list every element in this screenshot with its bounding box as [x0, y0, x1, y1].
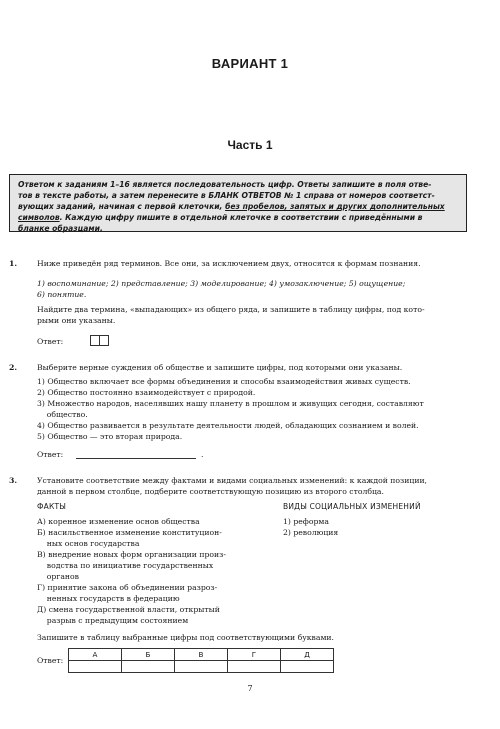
task1-question: Ниже приведён ряд терминов. Все они, за исключением двух, относятся к формам познания.: [37, 259, 421, 268]
digit-cell[interactable]: [122, 661, 175, 673]
kind-item: 2) революция: [283, 528, 339, 537]
task2-option: 1) Общество включает все формы объединения и способы взаимодействия живых существ.: [37, 377, 411, 386]
task2-answer-line[interactable]: [76, 448, 196, 459]
task1-instruction: Найдите два термина, «выпадающих» из общего ряда, и запишите в таблицу цифры, под кото-: [37, 305, 425, 314]
task2-option: 2) Общество постоянно взаимодействует с природой.: [37, 388, 256, 397]
instruction-line: [18, 201, 458, 212]
digit-cell[interactable]: [69, 661, 122, 673]
kind-item: 1) реформа: [283, 517, 329, 526]
fact-item: органов: [37, 572, 80, 581]
digit-cell[interactable]: [281, 661, 334, 673]
task3-question: данной в первом столбце, подберите соответствующую позицию из второго столбца.: [37, 487, 384, 496]
task2-option: общество.: [37, 410, 88, 419]
digit-cell[interactable]: [228, 661, 281, 673]
answer-table: [68, 648, 334, 673]
fact-item: ных основ государства: [37, 539, 140, 548]
kinds-column-head: ВИДЫ СОЦИАЛЬНЫХ ИЗМЕНЕНИЙ: [283, 502, 421, 511]
answer-table-digits[interactable]: [69, 661, 334, 673]
fact-item: А) коренное изменение основ общества: [37, 517, 200, 526]
letter-cell: Д: [281, 649, 334, 661]
instruction-text: вующих заданий, начиная с первой клеточки,: [18, 202, 226, 211]
fact-item: Г) принятие закона об объединении разроз-: [37, 583, 218, 592]
task1-terms: 1) воспоминание; 2) представление; 3) моделирование; 4) умозаключение; 5) ощущение;: [37, 279, 406, 288]
task1-answer-label: Ответ:: [37, 337, 64, 346]
fact-item: Б) насильственное изменение конституцион-: [37, 528, 222, 537]
task2-option: 5) Общество — это вторая природа.: [37, 432, 183, 441]
task3-write-instruction: Запишите в таблицу выбранные цифры под соответствующими буквами.: [37, 633, 335, 642]
task3-answer-label: Ответ:: [37, 656, 64, 665]
task2-option: 3) Множество народов, населявших нашу планету в прошлом и живущих сегодня, составляют: [37, 399, 424, 408]
page-number: 7: [247, 684, 253, 693]
task1-instruction: рыми они указаны.: [37, 316, 116, 325]
fact-item: водства по инициативе государственных: [37, 561, 214, 570]
fact-item: В) внедрение новых форм организации произ-: [37, 550, 226, 559]
task1-answer-boxes[interactable]: [90, 335, 108, 346]
fact-item: Д) смена государственной власти, открытый: [37, 605, 220, 614]
letter-cell: Б: [122, 649, 175, 661]
task2-answer-label: Ответ:: [37, 450, 64, 459]
letter-cell: Г: [228, 649, 281, 661]
fact-item: ненных государств в федерацию: [37, 594, 180, 603]
digit-cell[interactable]: [175, 661, 228, 673]
task2-number: 2.: [9, 363, 18, 372]
task3-question: Установите соответствие между фактами и видами социальных изменений: к каждой позиции,: [37, 476, 428, 485]
task2-answer-end: .: [201, 450, 204, 459]
instruction-underlined-text: символов: [18, 213, 60, 222]
variant-title: ВАРИАНТ 1: [211, 56, 289, 71]
part-title: Часть 1: [227, 138, 273, 152]
instruction-line: [18, 212, 458, 223]
task2-option: 4) Общество развивается в результате деятельности людей, обладающих сознанием и волей.: [37, 421, 419, 430]
letter-cell: А: [69, 649, 122, 661]
instruction-box: [9, 174, 467, 232]
instruction-text: . Каждую цифру пишите в отдельной клеточке в соответствии с приведёнными в: [59, 213, 423, 222]
fact-item: разрыв с предыдущим состоянием: [37, 616, 189, 625]
instruction-line: тов в тексте работы, а затем перенесите в БЛАНК ОТВЕТОВ № 1 справа от номеров соответст-: [18, 191, 435, 200]
instruction-line: бланке образцами.: [18, 224, 103, 233]
answer-table-letters: [69, 649, 334, 661]
task3-number: 3.: [9, 476, 18, 485]
task2-question: Выберите верные суждения об обществе и запишите цифры, под которыми они указаны.: [37, 363, 403, 372]
task1-number: 1.: [9, 259, 18, 268]
task1-terms: 6) понятие.: [37, 290, 87, 299]
answer-cell[interactable]: [99, 335, 109, 346]
facts-column-head: ФАКТЫ: [37, 502, 67, 511]
instruction-underlined-text: без пробелов, запятых и других дополнительных: [225, 202, 445, 211]
letter-cell: В: [175, 649, 228, 661]
instruction-line: Ответом к заданиям 1–16 является последовательность цифр. Ответы запишите в поля отве-: [18, 180, 432, 189]
